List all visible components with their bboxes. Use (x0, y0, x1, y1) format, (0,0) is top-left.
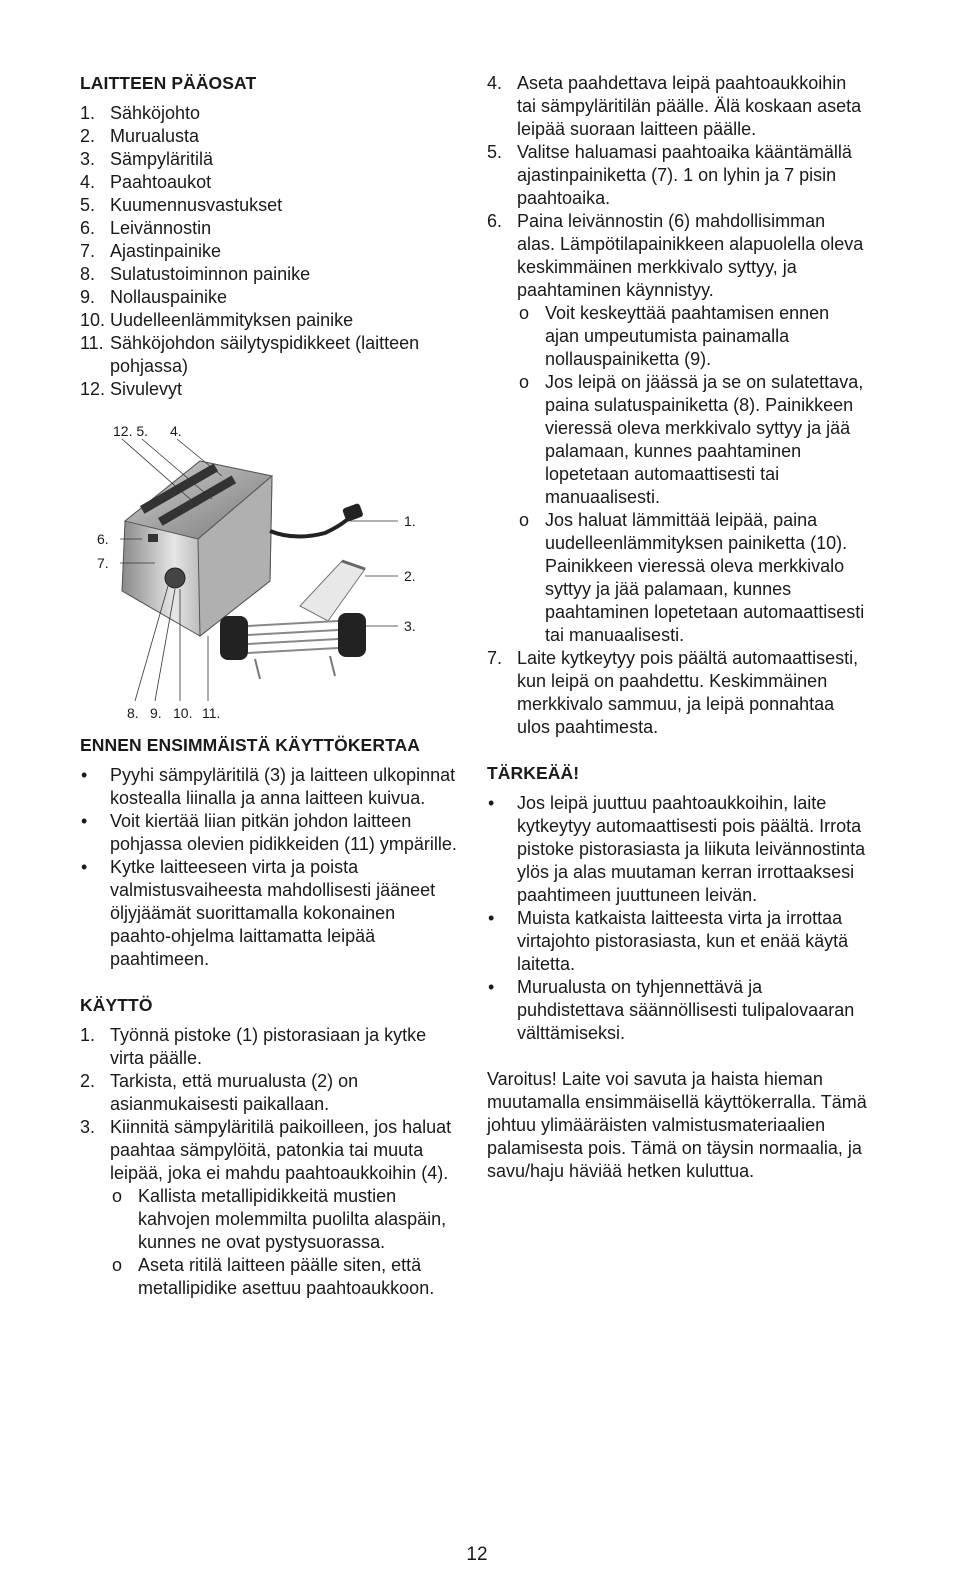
label-3: 3. (404, 618, 416, 634)
toaster-illustration (80, 421, 460, 721)
step-text: Laite kytkeytyy pois päältä automaattisesti, kun leipä on paahdettu. Keskimmäinen merkkivalo sammuu, ja leipä ponnahtaa ulos paahtimesta. (517, 648, 859, 737)
important-heading: TÄRKEÄÄ! (487, 763, 580, 783)
item-text: Nollauspainike (110, 287, 228, 307)
usage-step (487, 647, 867, 739)
sub-marker: o (519, 303, 530, 323)
step-text: Tarkista, että murualusta (2) on asianmukaisesti paikallaan. (110, 1071, 359, 1114)
power-cord (270, 503, 364, 537)
label-4: 4. (170, 423, 182, 439)
usage-list-continued (487, 72, 867, 739)
item-number: 8. (80, 264, 96, 284)
item-text: Uudelleenlämmityksen painike (110, 310, 354, 330)
label-6: 6. (97, 531, 109, 547)
sub-item (110, 1185, 460, 1254)
parts-section (80, 72, 460, 401)
sub-list (517, 302, 867, 647)
bullet-marker: • (488, 793, 495, 813)
usage-heading: KÄYTTÖ (80, 995, 153, 1015)
before-first-use-section (80, 734, 460, 971)
list-item (80, 102, 460, 125)
usage-list (80, 1024, 460, 1300)
list-item (80, 286, 460, 309)
bullet-marker: • (81, 857, 88, 877)
bullet-item (487, 907, 867, 976)
step-text: Valitse haluamasi paahtoaika kääntämällä ajastinpainiketta (7). 1 on lyhin ja 7 pisin paahtoaika. (517, 142, 852, 208)
bullet-text: Voit kiertää liian pitkän johdon laitteen pohjassa olevien pidikkeiden (11) ympärille. (110, 811, 457, 854)
label-10: 10. (173, 705, 193, 721)
label-11: 11. (202, 705, 221, 721)
sub-text: Jos leipä on jäässä ja se on sulatettava, paina sulatuspainiketta (8). Painikkeen vieressä oleva merkkivalo syttyy ja jää palamaan, kunnes paahtaminen lopetetaan automaattisesti tai manuaalisesti. (545, 372, 864, 507)
item-number: 11. (80, 333, 104, 353)
item-text: Murualusta (110, 126, 200, 146)
bullet-marker: • (81, 811, 88, 831)
item-number: 1. (80, 103, 96, 123)
item-text: Sulatustoiminnon painike (110, 264, 311, 284)
sub-marker: o (519, 510, 530, 530)
list-item (80, 263, 460, 286)
warning-text: Varoitus! Laite voi savuta ja haista hieman muutamalla ensimmäisellä käyttökerralla. Tämä johtuu ylimääräisten valmistusmateriaalien palamisesta pois. Tämä on täysin normaalia, ja savu/haju häviää hetken kuluttua. (487, 1069, 867, 1181)
toaster-body (122, 461, 272, 636)
step-number: 1. (80, 1025, 96, 1045)
step-number: 3. (80, 1117, 96, 1137)
list-item (80, 309, 460, 332)
item-number: 3. (80, 149, 96, 169)
bullet-item (80, 764, 460, 810)
item-text: Kuumennusvastukset (110, 195, 283, 215)
item-number: 2. (80, 126, 96, 146)
item-number: 9. (80, 287, 96, 307)
parts-list (80, 102, 460, 401)
sub-item (517, 302, 867, 371)
step-number: 7. (487, 648, 503, 668)
sub-marker: o (519, 372, 530, 392)
list-item (80, 217, 460, 240)
step-number: 5. (487, 142, 503, 162)
important-section (487, 762, 867, 1045)
crumb-tray (300, 561, 365, 621)
usage-step (80, 1116, 460, 1300)
bullet-item (80, 810, 460, 856)
list-item (80, 148, 460, 171)
label-7: 7. (97, 555, 109, 571)
right-column (487, 72, 867, 1183)
important-list (487, 792, 867, 1045)
sub-list (110, 1185, 460, 1300)
step-text: Aseta paahdettava leipä paahtoaukkoihin tai sämpyläritilän päälle. Älä koskaan aseta leipää suoraan laitteen päälle. (517, 73, 862, 139)
bullet-text: Pyyhi sämpyläritilä (3) ja laitteen ulkopinnat kostealla liinalla ja anna laitteen kuivua. (110, 765, 456, 808)
sub-marker: o (112, 1255, 123, 1275)
item-number: 12. (80, 379, 106, 399)
item-number: 7. (80, 241, 96, 261)
bullet-text: Muista katkaista laitteesta virta ja irrottaa virtajohto pistorasiasta, kun et enää käytä laitetta. (517, 908, 849, 974)
step-text: Työnnä pistoke (1) pistorasiaan ja kytke virta päälle. (110, 1025, 427, 1068)
usage-step (487, 72, 867, 141)
label-1: 1. (404, 513, 416, 529)
sub-text: Jos haluat lämmittää leipää, paina uudelleenlämmityksen painiketta (10). Painikkeen vieressä oleva merkkivalo syttyy ja jää palamaan, kunnes paahtaminen lopetetaan automaattisesti tai manuaalisesti. (545, 510, 865, 645)
list-item (80, 171, 460, 194)
bullet-marker: • (488, 908, 495, 928)
bullet-marker: • (81, 765, 88, 785)
sub-text: Voit keskeyttää paahtamisen ennen ajan umpeutumista painamalla nollauspainiketta (9). (545, 303, 830, 369)
usage-step (80, 1070, 460, 1116)
bullet-item (80, 856, 460, 971)
usage-step (487, 141, 867, 210)
usage-step (487, 210, 867, 647)
usage-section (80, 994, 460, 1300)
list-item (80, 194, 460, 217)
step-text: Paina leivännostin (6) mahdollisimman alas. Lämpötilapainikkeen alapuolella oleva keskimmäinen merkkivalo syttyy, ja paahtaminen käynnistyy. (517, 211, 864, 300)
item-text: Paahtoaukot (110, 172, 212, 192)
page-number: 12 (466, 1544, 488, 1565)
bullet-text: Kytke laitteeseen virta ja poista valmistusvaiheesta mahdollisesti jääneet öljyjäämät suorittamalla kokonainen paahto-ohjelma laittamatta leipää paahtimeen. (110, 857, 436, 969)
item-text: Sämpyläritilä (110, 149, 214, 169)
label-2: 2. (404, 568, 416, 584)
item-number: 10. (80, 310, 106, 330)
list-item (80, 240, 460, 263)
sub-item (517, 371, 867, 509)
step-number: 4. (487, 73, 503, 93)
bullet-text: Jos leipä juuttuu paahtoaukkoihin, laite kytkeytyy automaattisesti pois päältä. Irrota pistoke pistorasiasta ja liikuta leivännostinta ylös ja alas muutaman kerran irrottaaksesi paahtimeen juuttuneen leivän. (517, 793, 866, 905)
bullet-marker: • (488, 977, 495, 997)
step-number: 2. (80, 1071, 96, 1091)
list-item (80, 378, 460, 401)
bullet-text: Murualusta on tyhjennettävä ja puhdistettava säännöllisesti tulipalovaaran välttämiseksi. (517, 977, 855, 1043)
usage-step (80, 1024, 460, 1070)
item-number: 4. (80, 172, 96, 192)
list-item (80, 125, 460, 148)
label-8: 8. (127, 705, 139, 721)
step-text: Kiinnitä sämpyläritilä paikoilleen, jos haluat paahtaa sämpylöitä, patonkia tai muuta leipää, joka ei mahdu paahtoaukkoihin (4). (110, 1117, 452, 1183)
list-item (80, 332, 460, 378)
label-9: 9. (150, 705, 162, 721)
sub-text: Kallista metallipidikkeitä mustien kahvojen molemmilta puolilta alaspäin, kunnes ne ovat pystysuorassa. (138, 1186, 447, 1252)
bullet-item (487, 976, 867, 1045)
step-number: 6. (487, 211, 503, 231)
item-number: 6. (80, 218, 96, 238)
label-12-5: 12. 5. (113, 423, 149, 439)
item-text: Ajastinpainike (110, 241, 222, 261)
sub-item (110, 1254, 460, 1300)
item-text: Leivännostin (110, 218, 212, 238)
before-first-use-heading: ENNEN ENSIMMÄISTÄ KÄYTTÖKERTAA (80, 735, 421, 755)
bun-rack (220, 613, 366, 679)
left-column (80, 72, 460, 1300)
sub-marker: o (112, 1186, 123, 1206)
item-number: 5. (80, 195, 96, 215)
sub-item (517, 509, 867, 647)
bullet-item (487, 792, 867, 907)
item-text: Sähköjohdon säilytyspidikkeet (laitteen pohjassa) (110, 333, 420, 376)
sub-text: Aseta ritilä laitteen päälle siten, että metallipidike asettuu paahtoaukkoon. (138, 1255, 435, 1298)
item-text: Sivulevyt (110, 379, 183, 399)
parts-heading: LAITTEEN PÄÄOSAT (80, 73, 257, 93)
item-text: Sähköjohto (110, 103, 201, 123)
before-first-use-list (80, 764, 460, 971)
toaster-figure (80, 421, 460, 721)
